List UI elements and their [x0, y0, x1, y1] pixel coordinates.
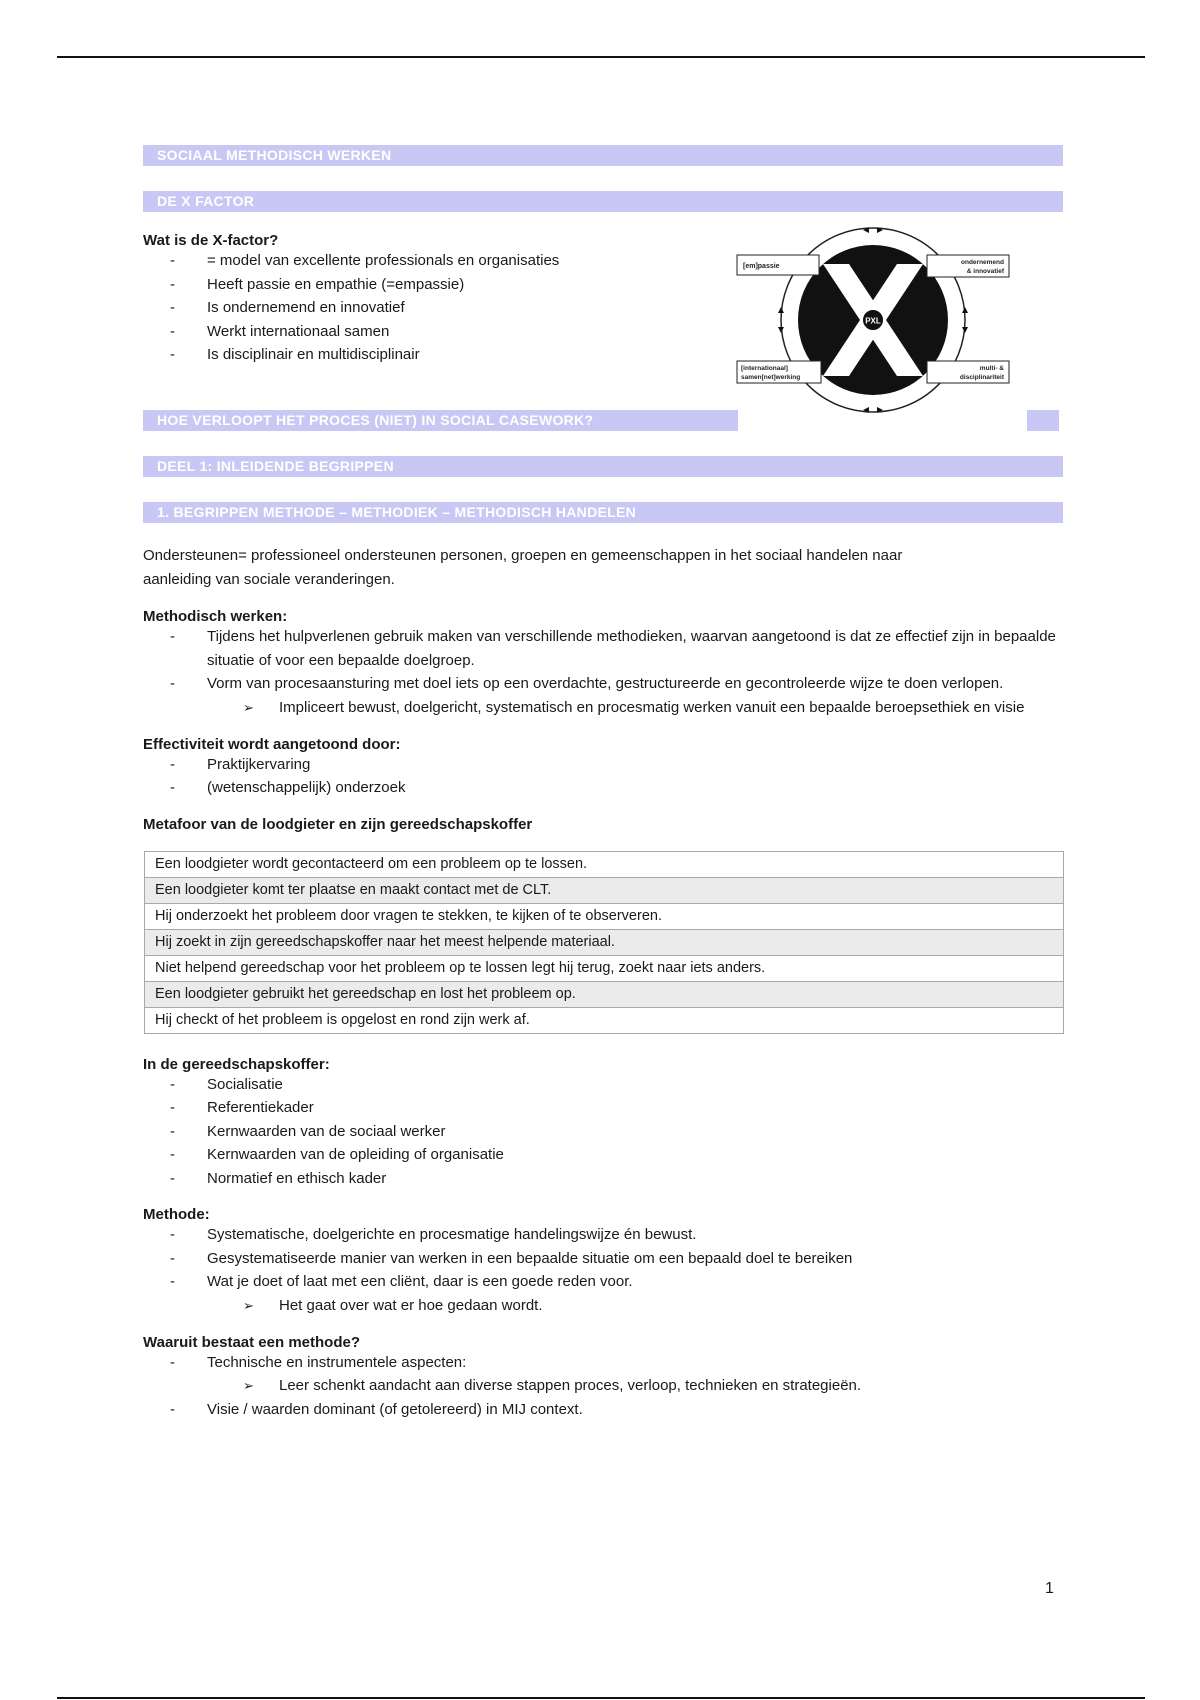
section-bar-begrippen: 1. BEGRIPPEN METHODE – METHODIEK – METHODISCH HANDELEN — [143, 502, 1063, 523]
xfactor-list — [143, 249, 703, 367]
effectiviteit-heading: Effectiviteit wordt aangetoond door: — [143, 735, 401, 753]
list-item: - Normatief en ethisch kader — [143, 1167, 1063, 1191]
list-item: - Gesystematiseerde manier van werken in een bepaalde situatie om een bepaald doel te bereiken — [143, 1247, 1063, 1271]
list-item: - Wat je doet of laat met een cliënt, daar is een goede reden voor. — [143, 1270, 1063, 1294]
metafoor-table — [144, 851, 1064, 1034]
table-row — [145, 903, 1064, 929]
list-item: - Tijdens het hulpverlenen gebruik maken van verschillende methodieken, waarvan aangetoond is dat ze effectief zijn in bepaalde situatie of voor een bepaalde doelgroep. — [143, 625, 1063, 672]
list-item: - Technische en instrumentele aspecten: — [143, 1351, 1063, 1375]
label-ondernemend-2: & innovatief — [966, 268, 1004, 275]
xfactor-block — [143, 232, 1063, 407]
label-disciplinariteit-2: disciplinariteit — [959, 374, 1004, 381]
list-item: - Praktijkervaring — [143, 753, 1063, 777]
list-item: - Socialisatie — [143, 1073, 1063, 1097]
bestaat-sublist — [143, 1374, 1063, 1398]
list-item: - (wetenschappelijk) onderzoek — [143, 776, 1063, 800]
koffer-list — [143, 1073, 1063, 1191]
sub-list-item: ➢ Het gaat over wat er hoe gedaan wordt. — [143, 1294, 1063, 1318]
table-row — [145, 955, 1064, 981]
bestaat-list-2 — [143, 1398, 1063, 1422]
list-item: - Vorm van procesaansturing met doel iets op een overdachte, gestructureerde en gecontroleerde wijze te doen verlopen. — [143, 672, 1063, 696]
label-passie: [em]passie — [743, 263, 780, 270]
table-cell: Een loodgieter wordt gecontacteerd om een probleem op te lossen. — [145, 851, 1064, 877]
list-item: - Is ondernemend en innovatief — [143, 296, 703, 320]
table-row — [145, 929, 1064, 955]
list-item: - Referentiekader — [143, 1096, 1063, 1120]
ondersteunen-line-2: aanleiding van sociale veranderingen. — [143, 571, 395, 588]
list-item: - Werkt internationaal samen — [143, 320, 703, 344]
ondersteunen-paragraph — [143, 544, 1063, 592]
label-samenwerking-1: [internationaal] — [741, 365, 788, 372]
ondersteunen-line-1: Ondersteunen= professioneel ondersteunen personen, groepen en gemeenschappen in het sociaal handelen naar — [143, 547, 903, 564]
table-row — [145, 851, 1064, 877]
label-ondernemend-1: ondernemend — [961, 259, 1004, 266]
table-cell: Niet helpend gereedschap voor het probleem op te lossen legt hij terug, zoekt naar iets anders. — [145, 955, 1064, 981]
sub-list-item: ➢ Leer schenkt aandacht aan diverse stappen proces, verloop, technieken en strategieën. — [143, 1374, 1063, 1398]
bottom-rule — [57, 1697, 1145, 1699]
list-item: - = model van excellente professionals en organisaties — [143, 249, 703, 273]
list-item: - Is disciplinair en multidisciplinair — [143, 343, 703, 367]
table-cell: Een loodgieter gebruikt het gereedschap en lost het probleem op. — [145, 981, 1064, 1007]
page-body — [143, 145, 1063, 1422]
sub-list-item: ➢ Impliceert bewust, doelgericht, systematisch en procesmatig werken vanuit een bepaalde beroepsethiek en visie — [143, 696, 1063, 720]
table-cell: Een loodgieter komt ter plaatse en maakt contact met de CLT. — [145, 877, 1064, 903]
label-disciplinariteit-1: multi- & — [979, 365, 1004, 372]
table-row — [145, 981, 1064, 1007]
section-bar-deel1: DEEL 1: INLEIDENDE BEGRIPPEN — [143, 456, 1063, 477]
section-bar-proces-label: HOE VERLOOPT HET PROCES (NIET) IN SOCIAL CASEWORK? — [143, 410, 738, 431]
top-rule — [57, 56, 1145, 58]
methodisch-sublist — [143, 696, 1063, 720]
label-samenwerking-2: samen[net]werking — [741, 374, 801, 381]
methodisch-list — [143, 625, 1063, 696]
methode-heading: Methode: — [143, 1206, 210, 1223]
list-item: - Visie / waarden dominant (of getolereerd) in MIJ context. — [143, 1398, 1063, 1422]
section-bar-title: SOCIAAL METHODISCH WERKEN — [143, 145, 1063, 166]
section-bar-proces-tail — [1027, 410, 1059, 431]
table-cell: Hij checkt of het probleem is opgelost en rond zijn werk af. — [145, 1007, 1064, 1033]
effectiviteit-list — [143, 753, 1063, 800]
metafoor-heading: Metafoor van de loodgieter en zijn gereedschapskoffer — [143, 815, 533, 833]
section-bar-xfactor: DE X FACTOR — [143, 191, 1063, 212]
list-item: - Heeft passie en empathie (=empassie) — [143, 273, 703, 297]
bestaat-list-1 — [143, 1351, 1063, 1375]
list-item: - Kernwaarden van de sociaal werker — [143, 1120, 1063, 1144]
table-cell: Hij onderzoekt het probleem door vragen te stekken, te kijken of te observeren. — [145, 903, 1064, 929]
page-number: 1 — [1045, 1580, 1054, 1597]
table-cell: Hij zoekt in zijn gereedschapskoffer naar het meest helpende materiaal. — [145, 929, 1064, 955]
list-item: - Systematische, doelgerichte en procesmatige handelingswijze én bewust. — [143, 1223, 1063, 1247]
list-item: - Kernwaarden van de opleiding of organisatie — [143, 1143, 1063, 1167]
koffer-heading: In de gereedschapskoffer: — [143, 1055, 330, 1073]
methodisch-heading: Methodisch werken: — [143, 608, 288, 625]
table-row — [145, 1007, 1064, 1033]
xfactor-diagram — [723, 222, 1023, 422]
section-bar-proces — [143, 410, 1063, 431]
table-row — [145, 877, 1064, 903]
bestaat-heading: Waaruit bestaat een methode? — [143, 1333, 360, 1351]
logo-text: PXL — [865, 316, 881, 326]
methode-list — [143, 1223, 1063, 1294]
methode-sublist — [143, 1294, 1063, 1318]
xfactor-heading: Wat is de X-factor? — [143, 232, 279, 249]
